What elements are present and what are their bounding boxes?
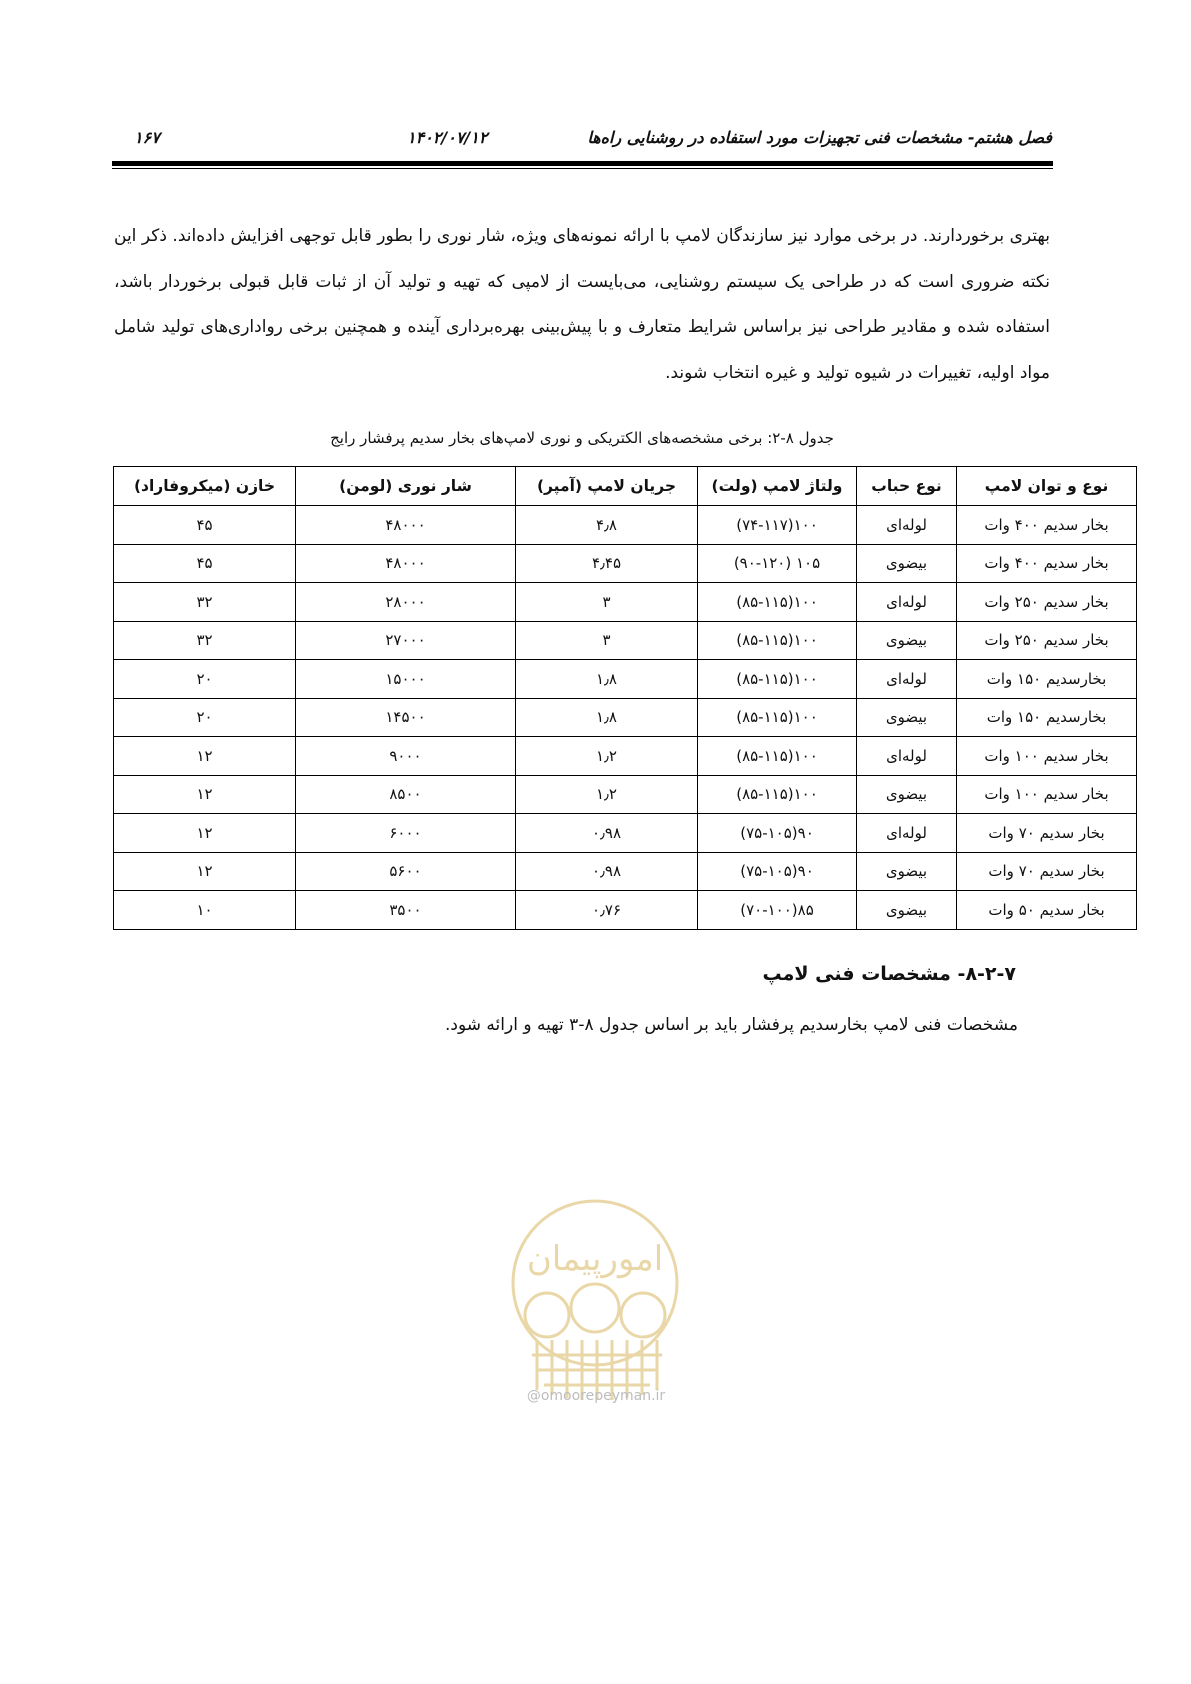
page-number: ۱۶۷ [134, 128, 160, 147]
table-cell: بخار سدیم ۲۵۰ وات [957, 621, 1137, 660]
chapter-title: فصل هشتم- مشخصات فنی تجهیزات مورد استفاده در روشنایی راه‌ها [587, 128, 1052, 147]
table-cell: ۱٫۸ [516, 660, 698, 699]
table-cell: ۳۲ [114, 621, 296, 660]
table-cell: ۳۵۰۰ [296, 891, 516, 930]
table-cell: ۱۰۵ (۹۰-۱۲۰) [698, 544, 857, 583]
table-cell: ۴۸۰۰۰ [296, 506, 516, 545]
table-cell: بیضوی [857, 891, 957, 930]
table-cell: بخار سدیم ۱۰۰ وات [957, 737, 1137, 776]
table-row [114, 852, 1137, 891]
table-cell: ۳ [516, 583, 698, 622]
watermark-logo [502, 1190, 688, 1416]
body-paragraph: بهتری برخوردارند. در برخی موارد نیز سازندگان لامپ با ارائه نمونه‌های ویژه، شار نوری را بطور قابل توجهی افزایش داده‌اند. ذکر این نکته ضروری است که در طراحی یک سیستم روشنایی، می‌بایست از لامپی که تهیه و تولید آن از ثبات قابل قبولی برخوردار باشد، استفاده شده و مقادیر طراحی نیز براساس شرایط متعارف و با پیش‌بینی بهره‌برداری آینده و همچنین برخی رواداری‌های تولید شامل مواد اولیه، تغییرات در شیوه تولید و غیره انتخاب شوند. [114, 226, 1050, 383]
table-row [114, 775, 1137, 814]
table-cell: ۱۰۰(۸۵-۱۱۵) [698, 621, 857, 660]
table-cell: ۲۰ [114, 698, 296, 737]
header-rule-thin [112, 168, 1053, 169]
table-cell: ۰٫۷۶ [516, 891, 698, 930]
table-row [114, 621, 1137, 660]
table-cell: ۱۰۰(۸۵-۱۱۵) [698, 775, 857, 814]
watermark-url: @omoorepeyman.ir [526, 1388, 666, 1404]
table-cell: ۱۰۰(۸۵-۱۱۵) [698, 737, 857, 776]
table-cell: بخارسدیم ۱۵۰ وات [957, 698, 1137, 737]
table-header-cell: جریان لامپ (آمپر) [516, 467, 698, 506]
table-cell: بخار سدیم ۵۰ وات [957, 891, 1137, 930]
lamp-spec-table [113, 466, 1137, 930]
table-cell: بیضوی [857, 621, 957, 660]
table-cell: ۲۷۰۰۰ [296, 621, 516, 660]
table-cell: ۰٫۹۸ [516, 814, 698, 853]
table-cell: ۶۰۰۰ [296, 814, 516, 853]
table-cell: ۲۰ [114, 660, 296, 699]
section-title: ۸-۲-۷- مشخصات فنی لامپ [762, 963, 1016, 985]
table-cell: ۹۰(۷۵-۱۰۵) [698, 852, 857, 891]
table-cell: بخار سدیم ۴۰۰ وات [957, 506, 1137, 545]
table-cell: ۱۰۰(۸۵-۱۱۵) [698, 698, 857, 737]
table-row [114, 544, 1137, 583]
table-row [114, 660, 1137, 699]
table-cell: ۳ [516, 621, 698, 660]
table-row [114, 737, 1137, 776]
table-cell: ۱٫۲ [516, 737, 698, 776]
table-row [114, 506, 1137, 545]
table-row [114, 583, 1137, 622]
table-cell: ۴٫۸ [516, 506, 698, 545]
table-cell: ۱۴۵۰۰ [296, 698, 516, 737]
table-cell: ۸۵(۷۰-۱۰۰) [698, 891, 857, 930]
table-cell: ۱٫۸ [516, 698, 698, 737]
table-row [114, 698, 1137, 737]
table-row [114, 814, 1137, 853]
table-header-cell: نوع و توان لامپ [957, 467, 1137, 506]
table-cell: بخار سدیم ۷۰ وات [957, 852, 1137, 891]
table-cell: بیضوی [857, 544, 957, 583]
table-header-cell: نوع حباب [857, 467, 957, 506]
table-cell: ۸۵۰۰ [296, 775, 516, 814]
table-cell: ۰٫۹۸ [516, 852, 698, 891]
table-caption: جدول ۸-۲: برخی مشخصه‌های الکتریکی و نوری لامپ‌های بخار سدیم پرفشار رایج [330, 429, 834, 447]
table-cell: ۳۲ [114, 583, 296, 622]
table-cell: بخارسدیم ۱۵۰ وات [957, 660, 1137, 699]
table-cell: ۵۶۰۰ [296, 852, 516, 891]
watermark-logo-text: امورپیمان [526, 1239, 664, 1279]
table-cell: ۱۲ [114, 852, 296, 891]
table-cell: ۱۲ [114, 814, 296, 853]
table-cell: ۱۰۰(۸۵-۱۱۵) [698, 660, 857, 699]
table-cell: ۱٫۲ [516, 775, 698, 814]
table-cell: لوله‌ای [857, 506, 957, 545]
table-cell: ۱۰۰(۸۵-۱۱۵) [698, 583, 857, 622]
table-cell: بیضوی [857, 852, 957, 891]
table-cell: ۱۵۰۰۰ [296, 660, 516, 699]
table-cell: لوله‌ای [857, 737, 957, 776]
table-header-cell: شار نوری (لومن) [296, 467, 516, 506]
table-cell: بخار سدیم ۱۰۰ وات [957, 775, 1137, 814]
table-cell: ۱۰ [114, 891, 296, 930]
table-header-row [114, 467, 1137, 506]
header-rule-thick [112, 161, 1053, 166]
table-cell: ۴۵ [114, 544, 296, 583]
table-cell: لوله‌ای [857, 583, 957, 622]
table-cell: ۴۵ [114, 506, 296, 545]
table-cell: بخار سدیم ۴۰۰ وات [957, 544, 1137, 583]
header-date: ۱۴۰۲/۰۷/۱۲ [407, 128, 488, 147]
table-cell: بخار سدیم ۷۰ وات [957, 814, 1137, 853]
table-body [114, 506, 1137, 930]
table-cell: ۴٫۴۵ [516, 544, 698, 583]
table-header-cell: ولتاژ لامپ (ولت) [698, 467, 857, 506]
table-cell: ۱۲ [114, 737, 296, 776]
table-cell: لوله‌ای [857, 660, 957, 699]
table-cell: ۹۰۰۰ [296, 737, 516, 776]
table-cell: لوله‌ای [857, 814, 957, 853]
section-body: مشخصات فنی لامپ بخارسدیم پرفشار باید بر اساس جدول ۸-۳ تهیه و ارائه شود. [445, 1015, 1018, 1035]
table-row [114, 891, 1137, 930]
page-header [112, 128, 1052, 154]
table-header-cell: خازن (میکروفاراد) [114, 467, 296, 506]
table-cell: ۱۲ [114, 775, 296, 814]
table-cell: ۹۰(۷۵-۱۰۵) [698, 814, 857, 853]
table-cell: بیضوی [857, 698, 957, 737]
table-cell: بخار سدیم ۲۵۰ وات [957, 583, 1137, 622]
table-cell: ۱۰۰(۷۴-۱۱۷) [698, 506, 857, 545]
table-cell: بیضوی [857, 775, 957, 814]
table-cell: ۴۸۰۰۰ [296, 544, 516, 583]
table-cell: ۲۸۰۰۰ [296, 583, 516, 622]
